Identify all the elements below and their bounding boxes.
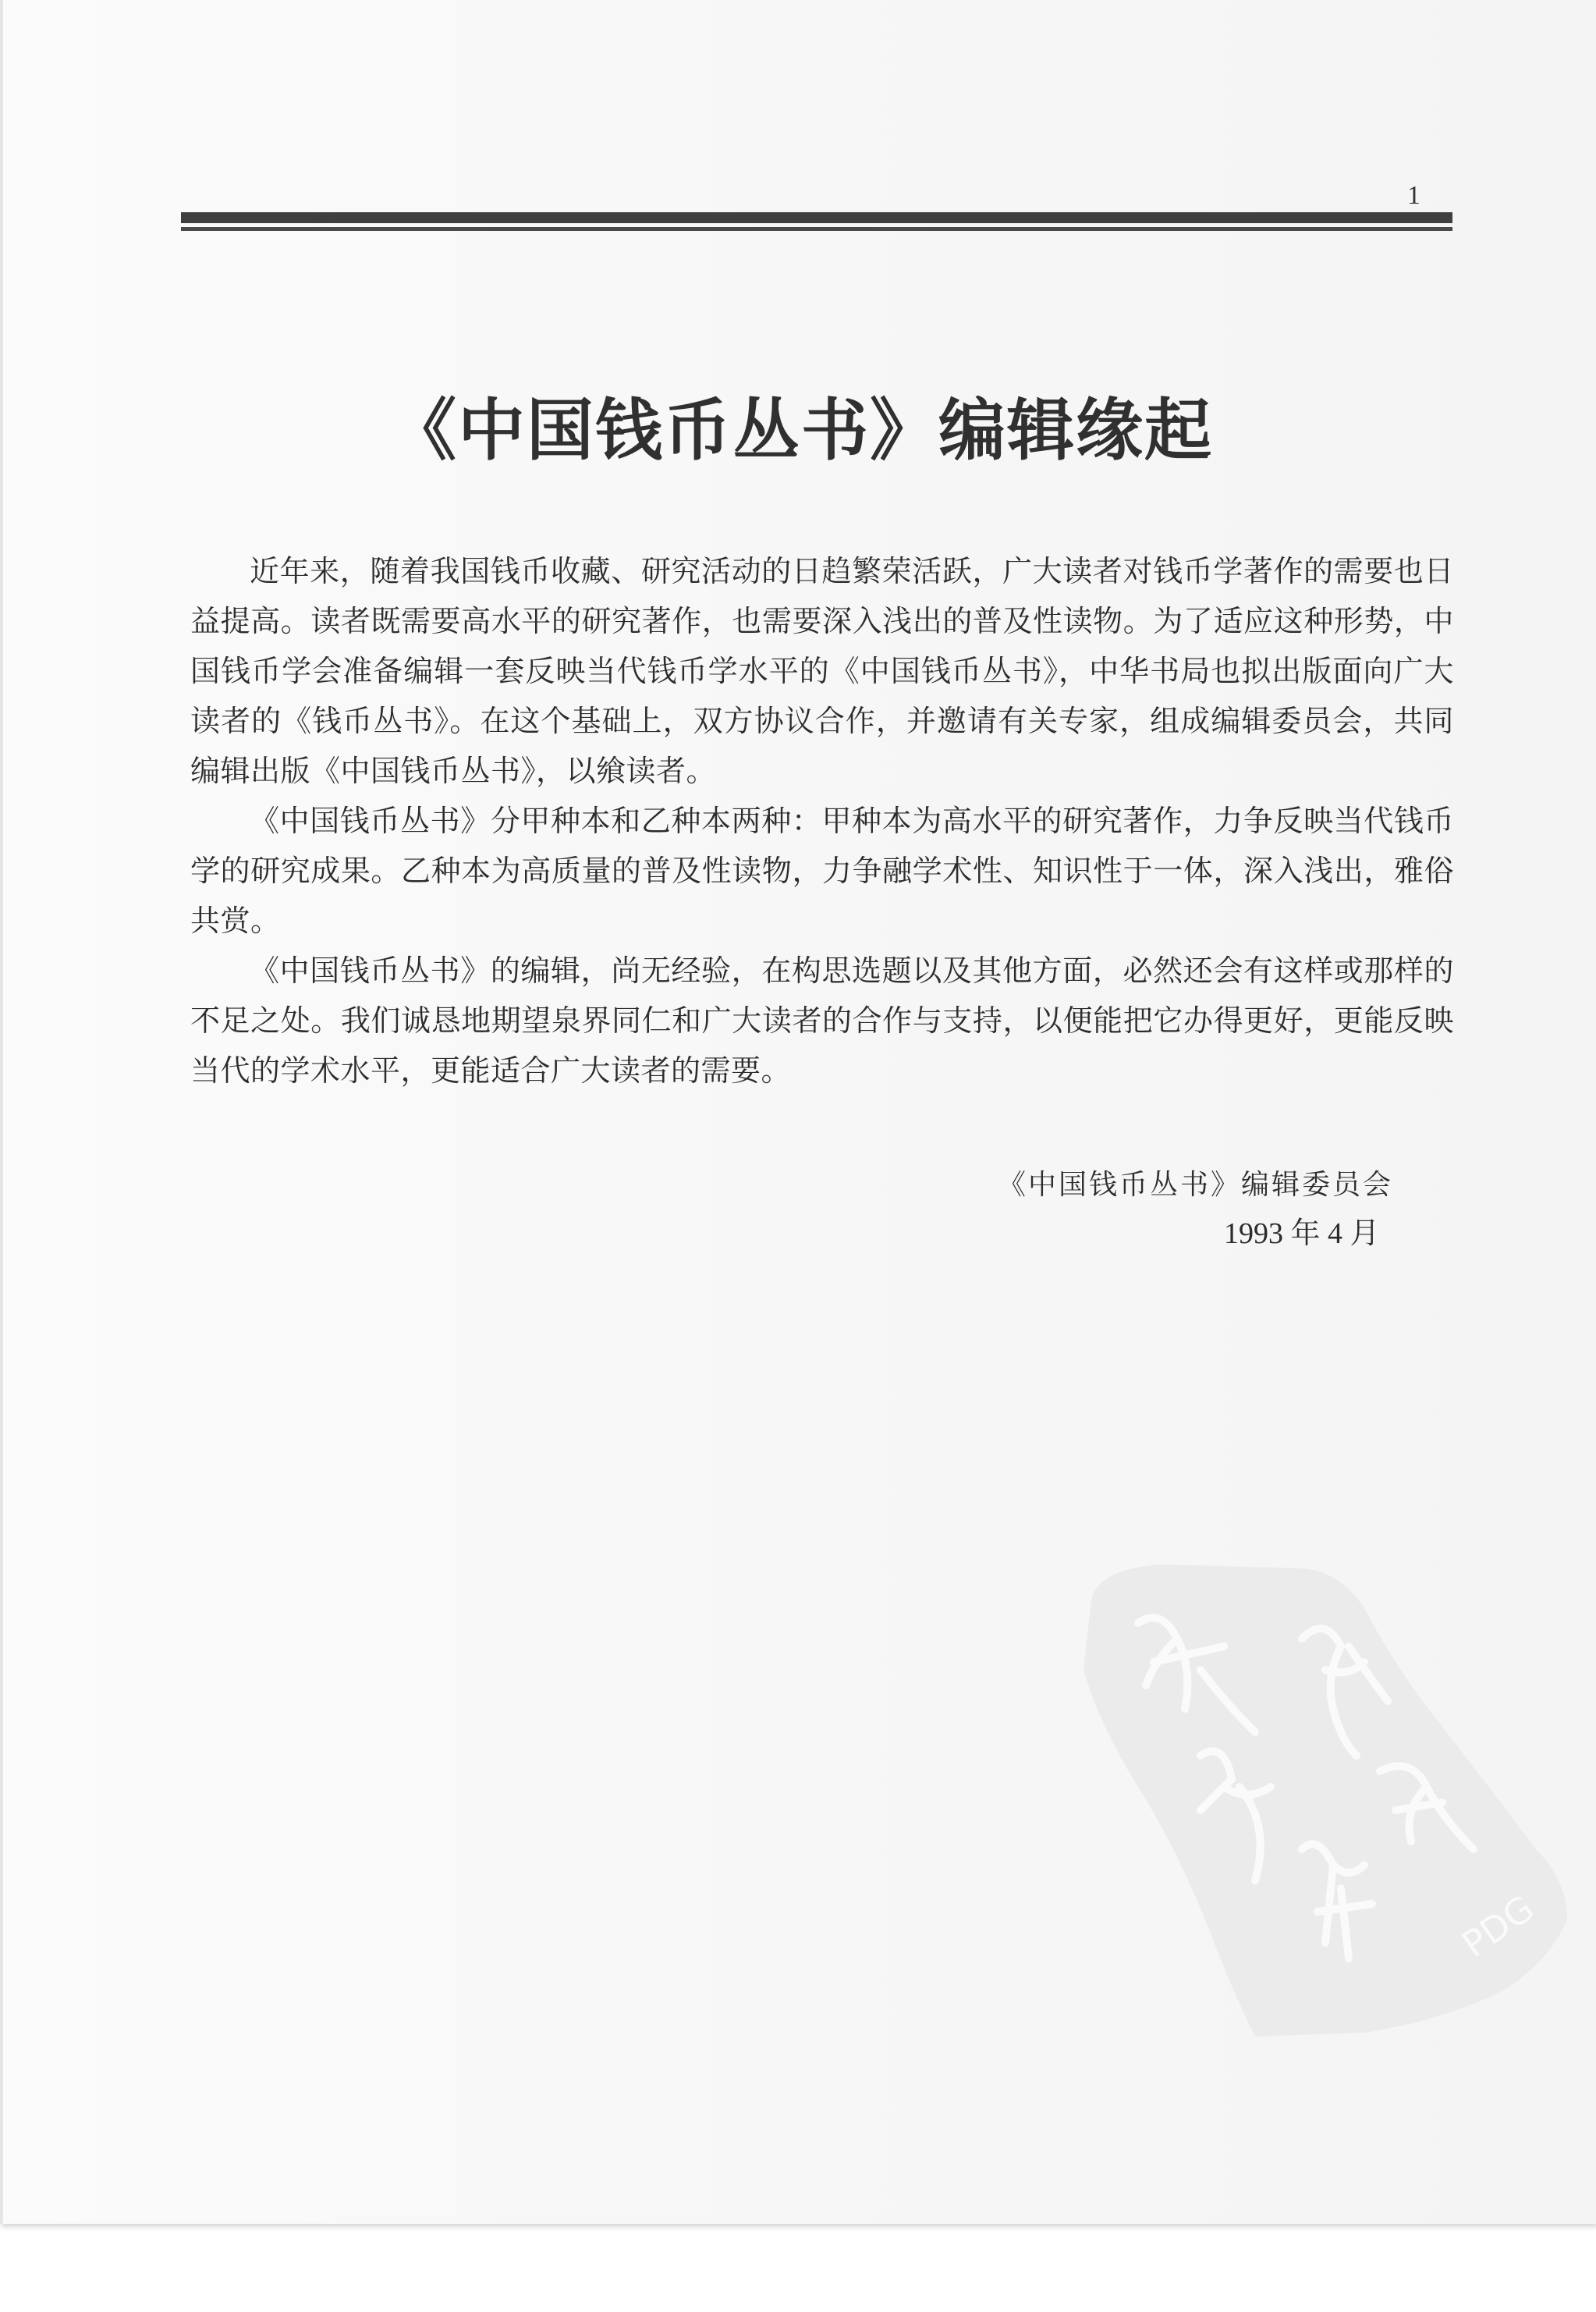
header-rule-thick	[181, 212, 1452, 223]
signature-block	[998, 1161, 1435, 1258]
paragraph: 《中国钱币丛书》分甲种本和乙种本两种：甲种本为高水平的研究著作，力争反映当代钱币学的研究成果。乙种本为高质量的普及性读物，力争融学术性、知识性于一体，深入浅出，雅俗共赏。	[190, 804, 1454, 938]
paragraph: 近年来，随着我国钱币收藏、研究活动的日趋繁荣活跃，广大读者对钱币学著作的需要也日益提高。读者既需要高水平的研究著作，也需要深入浅出的普及性读物。为了适应这种形势，中国钱币学会准备编辑一套反映当代钱币学水平的《中国钱币丛书》，中华书局也拟出版面向广大读者的《钱币丛书》。在这个基础上，双方协议合作，并邀请有关专家，组成编辑委员会，共同编辑出版《中国钱币丛书》，以飨读者。	[190, 554, 1454, 788]
header-rule-thin	[181, 227, 1452, 231]
signature-date: 1993 年 4 月	[1224, 1217, 1380, 1250]
paragraph: 《中国钱币丛书》的编辑，尚无经验，在构思选题以及其他方面，必然还会有这样或那样的不足之处。我们诚恳地期望泉界同仁和广大读者的合作与支持，以便能把它办得更好，更能反映当代的学术水平，更能适合广大读者的需要。	[190, 954, 1454, 1088]
seal-watermark-icon	[1068, 1553, 1596, 2037]
svg-text:PDG: PDG	[1454, 1887, 1542, 1966]
page-title: 《中国钱币丛书》编辑缘起	[389, 392, 1213, 470]
page-number: 1	[1407, 181, 1420, 210]
body-text	[190, 546, 1454, 1096]
signature-organization: 《中国钱币丛书》编辑委员会	[998, 1169, 1394, 1201]
